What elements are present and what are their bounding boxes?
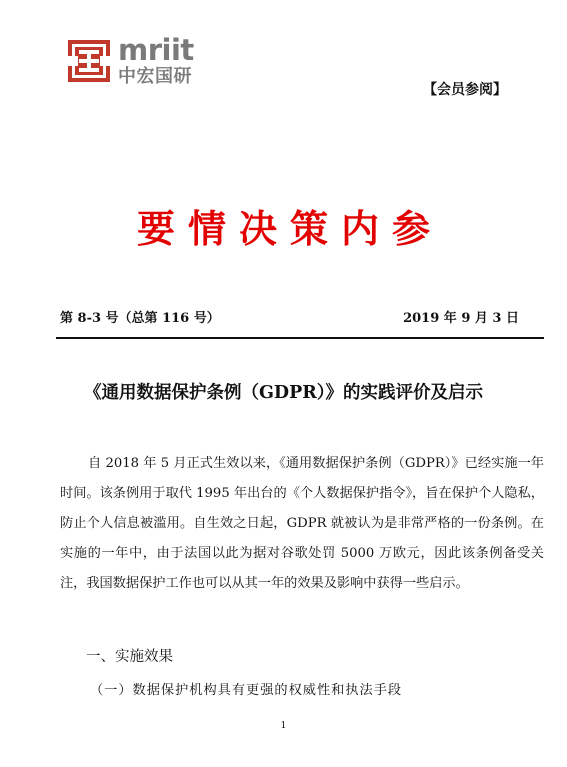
- subsection-heading: （一）数据保护机构具有更强的权威性和执法手段: [90, 683, 403, 698]
- logo-chinese-name: 中宏国研: [118, 66, 192, 87]
- page-number: 1: [280, 721, 287, 731]
- issue-number: 第 8-3 号（总第 116 号）: [60, 311, 220, 326]
- issue-date: 2019 年 9 月 3 日: [403, 311, 519, 326]
- article-title: 《通用数据保护条例（GDPR）》的实践评价及启示: [83, 383, 484, 403]
- header-divider: [56, 337, 544, 339]
- publication-title: 要情决策内参: [136, 206, 443, 251]
- body-paragraph: 自 2018 年 5 月正式生效以来，《通用数据保护条例（GDPR）》已经实施一年时间。该条例用于取代 1995 年出台的《个人数据保护指令》，旨在保护个人隐私，防止个人信息被滥用。自生效之日起，GDPR 就被认为是非常严格的一份条例。在实施的一年中，由于法国以此为据对谷歌处罚 5000 万欧元，因此该条例备受关注，我国数据保护工作也可以从其一年的效果及影响中获得一些启示。: [60, 456, 544, 591]
- mriit-logo-icon: [68, 40, 110, 82]
- logo-wordmark: mriit: [118, 33, 194, 67]
- member-reference-tag: 【会员参阅】: [423, 82, 507, 98]
- section-heading: 一、实施效果: [86, 649, 173, 665]
